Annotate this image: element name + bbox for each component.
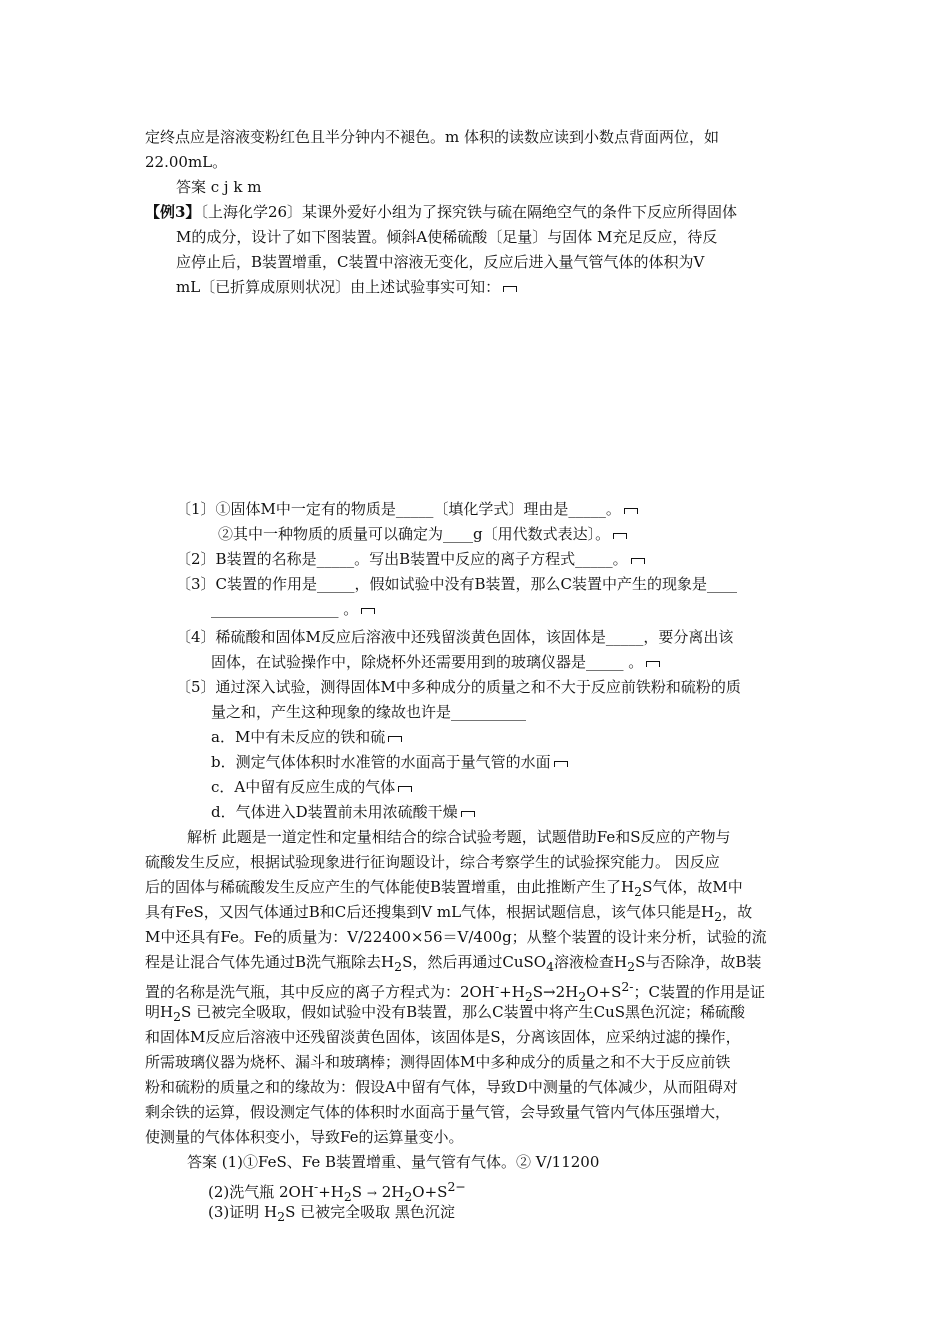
example-label: 【例3】 (145, 203, 201, 221)
option-c (211, 777, 412, 797)
return-mark-icon (646, 661, 660, 667)
question-1a (176, 499, 638, 519)
analysis-line-8 (145, 1002, 745, 1027)
return-mark-icon (631, 558, 645, 564)
return-mark-icon (613, 533, 627, 539)
question-text: _________________ 。 (211, 600, 359, 618)
return-mark-icon (461, 811, 475, 817)
example-3-line-3: 应停止后，B装置增重，C装置中溶液无变化，反应后进入量气管气体的体积为V (176, 253, 705, 271)
analysis-text: ，故 (722, 903, 753, 921)
arrow-icon: → (366, 1186, 377, 1200)
answer-text: O+S (412, 1183, 448, 1201)
subscript: 2 (404, 1189, 413, 1204)
option-text: d．气体进入D装置前未用浓硫酸干燥 (211, 803, 458, 821)
question-text: 〔1〕①固体M中一定有的物质是_____〔填化学式〕理由是_____。 (176, 500, 621, 518)
question-text: 〔2〕B装置的名称是_____。写出B装置中反应的离子方程式_____。 (176, 550, 628, 568)
return-mark-icon (554, 761, 568, 767)
analysis-line-11: 粉和硫粉的质量之和的缘故为：假设A中留有气体，导致D中测量的气体减少，从而阻碍对 (145, 1078, 738, 1096)
question-1b (218, 524, 627, 544)
subscript: 2 (578, 989, 587, 1004)
subscript: 2 (634, 884, 643, 899)
subscript: 4 (546, 959, 555, 974)
return-mark-icon (503, 286, 517, 292)
return-mark-icon (624, 508, 638, 514)
intro-line-2: 22.00mL。 (145, 153, 228, 171)
analysis-text: S气体，故M中 (642, 878, 743, 896)
question-4b (211, 652, 660, 672)
subscript: 2 (714, 909, 723, 924)
analysis-text: S，然后再通过CuSO (402, 953, 547, 971)
analysis-text: ；C装置的作用是证 (633, 983, 766, 1001)
analysis-line-9: 和固体M反应后溶液中还残留淡黄色固体，该固体是S，分离该固体，应采纳过滤的操作， (145, 1028, 741, 1046)
analysis-line-13: 使测量的气体体积变小，导致Fe的运算量变小。 (145, 1128, 464, 1146)
subscript: 2 (343, 1189, 352, 1204)
question-4a: 〔4〕稀硫酸和固体M反应后溶液中还残留淡黄色固体，该固体是_____，要分离出该 (176, 628, 734, 646)
analysis-line-10: 所需玻璃仪器为烧杯、漏斗和玻璃棒；测得固体M中多种成分的质量之和不大于反应前铁 (145, 1053, 731, 1071)
subscript: 2 (524, 989, 533, 1004)
answer-text: (2)洗气瓶 2OH (208, 1183, 314, 1201)
example-text: 〔上海化学26〕某课外爱好小组为了探究铁与硫在隔绝空气的条件下反应所得固体 (200, 203, 738, 221)
analysis-text: 具有FeS，又因气体通过B和C后还搜集到V mL气体，根据试题信息，该气体只能是H (145, 903, 715, 921)
analysis-text: 明H (145, 1003, 174, 1021)
question-text: 固体，在试验操作中，除烧杯外还需要用到的玻璃仪器是_____ 。 (211, 653, 644, 671)
return-mark-icon (361, 608, 375, 614)
example-3-line-4 (176, 277, 517, 297)
question-5b: 量之和，产生这种现象的缘故也许是__________ (211, 703, 527, 721)
analysis-text: 置的名称是洗气瓶，其中反应的离子方程式为：2OH (145, 983, 495, 1001)
apparatus-figure-placeholder (180, 305, 780, 485)
answer-text: 2H (381, 1183, 405, 1201)
final-answer-line-3 (208, 1202, 455, 1227)
subscript: 2 (627, 959, 636, 974)
analysis-text: +H (499, 983, 525, 1001)
option-text: a．M中有未反应的铁和硫 (211, 728, 386, 746)
example-3-line-2: M的成分，设计了如下图装置。倾斜A使稀硫酸〔足量〕与固体 M充足反应，待反 (176, 228, 718, 246)
answer-text: +H (318, 1183, 344, 1201)
analysis-line-1: 解析 此题是一道定性和定量相结合的综合试验考题，试题借助Fe和S反应的产物与 (187, 828, 731, 846)
analysis-text: S与否除净，故B装 (635, 953, 762, 971)
example-text: mL〔已折算成原则状况〕由上述试验事实可知： (176, 278, 501, 296)
answer-1: 答案 c j k m (176, 178, 262, 196)
analysis-text: 溶液检查H (554, 953, 628, 971)
superscript: - (494, 979, 500, 994)
analysis-line-5: M中还具有Fe。Fe的质量为：V/22400×56＝V/400g；从整个装置的设计来分析，试验的流 (145, 928, 767, 946)
option-d (211, 802, 475, 822)
answer-text: S 已被完全吸取 黑色沉淀 (285, 1203, 455, 1221)
subscript: 2 (394, 959, 403, 974)
subscript: 2 (173, 1009, 182, 1024)
superscript: 2− (447, 1179, 466, 1194)
analysis-line-4 (145, 902, 752, 927)
analysis-line-3 (145, 877, 743, 902)
analysis-text: 后的固体与稀硫酸发生反应产生的气体能使B装置增重，由此推断产生了H (145, 878, 635, 896)
analysis-text: S 已被完全吸取，假如试验中没有B装置，那么C装置中将产生CuS黑色沉淀；稀硫酸 (181, 1003, 746, 1021)
option-text: b．测定气体体积时水准管的水面高于量气管的水面 (211, 753, 551, 771)
question-3a: 〔3〕C装置的作用是_____，假如试验中没有B装置，那么C装置中产生的现象是____ (176, 575, 738, 593)
option-b (211, 752, 568, 772)
analysis-text: O+S (586, 983, 622, 1001)
question-5a: 〔5〕通过深入试验，测得固体M中多种成分的质量之和不大于反应前铁粉和硫粉的质 (176, 678, 741, 696)
analysis-line-12: 剩余铁的运算，假设测定气体的体积时水面高于量气管，会导致量气管内气体压强增大， (145, 1103, 731, 1121)
question-2 (176, 549, 645, 569)
analysis-text: 程是让混合气体先通过B洗气瓶除去H (145, 953, 395, 971)
subscript: 2 (277, 1209, 286, 1224)
analysis-text: S→2H (532, 983, 579, 1001)
superscript: 2- (621, 979, 634, 994)
option-a (211, 727, 402, 747)
return-mark-icon (388, 736, 402, 742)
answer-text: S (351, 1183, 363, 1201)
final-answer-line-1: 答案 (1)①FeS、Fe B装置增重、量气管有气体。② V/11200 (187, 1153, 600, 1171)
superscript: - (313, 1179, 319, 1194)
analysis-line-6 (145, 952, 761, 977)
answer-text: (3)证明 H (208, 1203, 278, 1221)
example-3-line-1 (145, 202, 737, 222)
question-text: ②其中一种物质的质量可以确定为____g〔用代数式表达〕。 (218, 525, 611, 543)
option-text: c．A中留有反应生成的气体 (211, 778, 396, 796)
intro-line-1: 定终点应是溶液变粉红色且半分钟内不褪色。m 体积的读数应读到小数点背面两位，如 (145, 128, 719, 146)
return-mark-icon (398, 786, 412, 792)
question-3b (211, 599, 375, 619)
analysis-line-2: 硫酸发生反应，根据试验现象进行征询题设计，综合考察学生的试验探究能力。 因反应 (145, 853, 720, 871)
